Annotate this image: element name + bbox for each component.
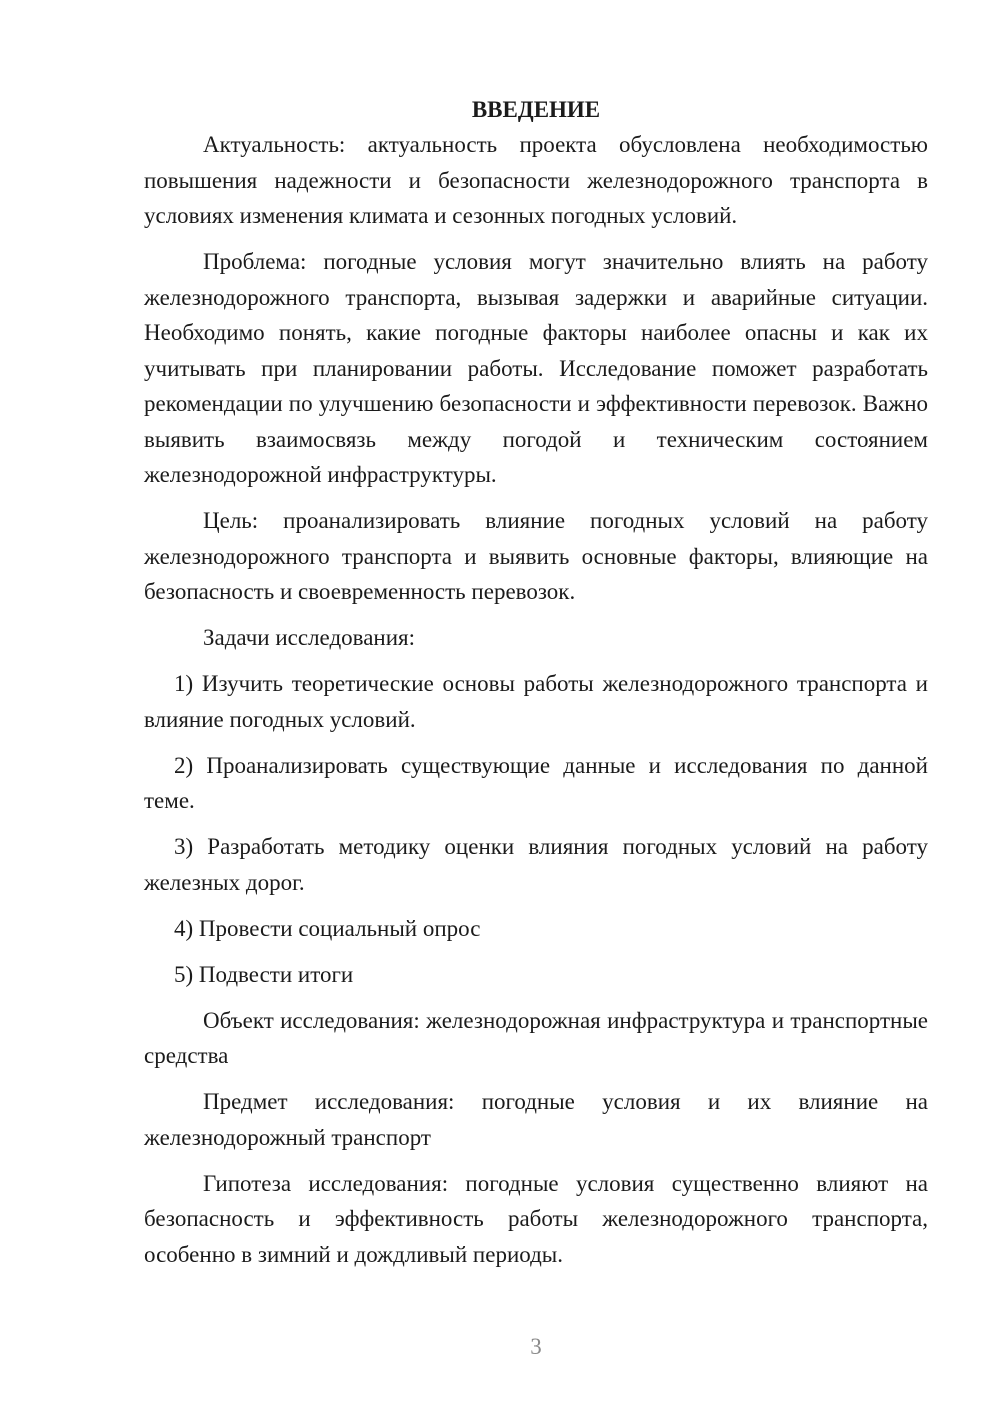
task-item: 4) Провести социальный опрос: [174, 915, 481, 941]
task-item: 2) Проанализировать существующие данные и исследования по данной теме.: [144, 752, 928, 813]
page-number: 3: [530, 1334, 542, 1359]
goal-paragraph: Цель: проанализировать влияние погодных условий на работу железнодорожного транспорта и выявить основные факторы, влияющие на безопасность и своевременность перевозок.: [144, 508, 928, 604]
hypothesis-paragraph: Гипотеза исследования: погодные условия существенно влияют на безопасность и эффективность работы железнодорожного транспорта, особенно в зимний и дождливый периоды.: [144, 1170, 928, 1267]
relevance-paragraph: Актуальность: актуальность проекта обусловлена необходимостью повышения надежности и безопасности железнодорожного транспорта в условиях изменения климата и сезонных погодных условий.: [144, 132, 928, 228]
section-heading: ВВЕДЕНИЕ: [471, 97, 601, 122]
page-content: [144, 92, 928, 1283]
task-item: 3) Разработать методику оценки влияния погодных условий на работу железных дорог.: [144, 834, 928, 895]
tasks-title: Задачи исследования:: [203, 625, 416, 650]
object-paragraph: Объект исследования: железнодорожная инфраструктура и транспортные средства: [144, 1007, 928, 1068]
task-item: 5) Подвести итоги: [174, 961, 354, 987]
problem-paragraph: Проблема: погодные условия могут значительно влиять на работу железнодорожного транспорта, вызывая задержки и аварийные ситуации. Необходимо понять, какие погодные факторы наиболее опасны и как их учитывать при планировании работы. Исследование поможет разработать рекомендации по улучшению безопасности и эффективности перевозок. Важно выявить взаимосвязь между погодой и техническим состоянием железнодорожной инфраструктуры.: [144, 249, 928, 487]
subject-paragraph: Предмет исследования: погодные условия и их влияние на железнодорожный транспорт: [144, 1089, 928, 1150]
task-item: 1) Изучить теоретические основы работы железнодорожного транспорта и влияние погодных условий.: [144, 671, 928, 732]
